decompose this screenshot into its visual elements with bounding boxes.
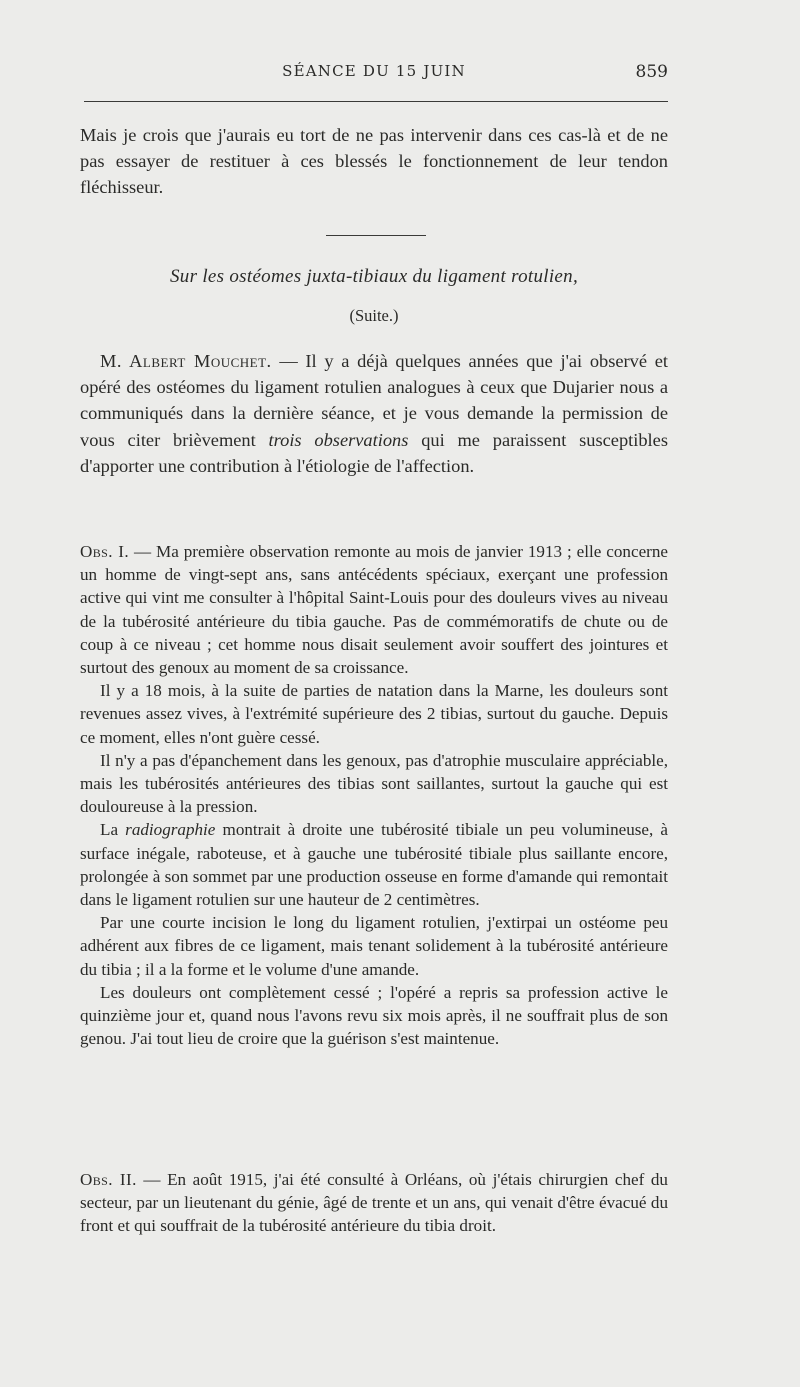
obs1-text-1: — Ma première observation remonte au mois de janvier 1913 ; elle concerne un homme de vingt-sept ans, sans antécédents spéciaux, exerçant une profession active qui vint me consulter à l'hôpital Saint-Louis pour des douleurs vives au niveau de la tubérosité antérieure du tibia gauche. Pas de commémoratifs de chute ou de coup à ce niveau ; cet homme nous disait seulement avoir souffert des jointures et surtout des genoux au moment de sa croissance. — [80, 542, 668, 678]
section-title: Sur les ostéomes juxta-tibiaux du ligament rotulien, — [169, 266, 579, 287]
speech-emphasis: trois observations — [268, 429, 409, 450]
speech-text-start: — Il y a déjà quelques années que j'ai observé et opéré des ostéomes du ligament rotulien analogues à ceux que Dujarier nous a communiqués dans la dernière séance, et je vous demande la permission de vous citer brièvement — [80, 351, 668, 450]
header-rule — [84, 101, 668, 102]
running-head — [80, 62, 668, 86]
obs1-paragraph-4 — [80, 818, 668, 911]
speech-paragraph — [80, 348, 668, 479]
section-divider — [326, 235, 426, 236]
obs2-label: Obs. II. — [80, 1170, 137, 1189]
speech-block — [80, 348, 668, 479]
obs1-text-4-end: montrait à droite une tubérosité tibiale un peu volumineuse, à surface inégale, raboteuse, et à gauche une tubérosité tibiale plus saillante encore, prolongée à son sommet par une production osseuse en forme d'amande qui remontait dans le ligament rotulien sur une hauteur de 2 centimètres. — [80, 820, 668, 910]
page-number: 859 — [635, 62, 668, 82]
obs1-paragraph-2: Il y a 18 mois, à la suite de parties de natation dans la Marne, les douleurs sont revenues assez vives, à l'extrémité supérieure des 2 tibias, surtout du gauche. Depuis ce moment, elles n'ont guère cessé. — [80, 681, 668, 747]
obs1-paragraph-5: Par une courte incision le long du ligament rotulien, j'extirpai un ostéome peu adhérent aux fibres de ce ligament, mais tenant solidement à la tubérosité antérieure du tibia ; il a la forme et le volume d'une amande. — [80, 913, 668, 979]
obs1-label: Obs. I. — [80, 542, 130, 561]
section-suite-label: (Suite.) — [349, 306, 399, 325]
intro-paragraph: Mais je crois que j'aurais eu tort de ne pas intervenir dans ces cas-là et de ne pas essayer de restituer à ces blessés le fonctionnement de leur tendon fléchisseur. — [80, 125, 668, 198]
speech-text-end: qui me paraissent susceptibles d'apporter une contribution à l'étiologie de l'affection. — [80, 429, 668, 476]
obs1-emphasis: radiographie — [125, 820, 216, 840]
obs2-paragraph-1 — [80, 1168, 668, 1238]
obs1-paragraph-1 — [80, 540, 668, 679]
obs2-text-1: — En août 1915, j'ai été consulté à Orléans, où j'étais chirurgien chef du secteur, par un lieutenant du génie, âgé de trente et un ans, qui venait d'être évacué du front et qui souffrait de la tubérosité antérieure du tibia droit. — [80, 1170, 668, 1236]
speaker-name: M. Albert Mouchet. — [100, 351, 272, 371]
obs1-paragraph-6: Les douleurs ont complètement cessé ; l'opéré a repris sa profession active le quinzième jour et, quand nous l'avons revu six mois après, il ne souffrait plus de son genou. J'ai tout lieu de croire que la guérison s'est maintenue. — [80, 982, 668, 1049]
obs1-text-4-start: La — [100, 820, 126, 840]
observation-two — [80, 1168, 668, 1238]
running-title: SÉANCE DU 15 JUIN — [282, 62, 466, 80]
obs1-paragraph-3: Il n'y a pas d'épanchement dans les genoux, pas d'atrophie musculaire appréciable, mais les tubérosités antérieures des tibias sont saillantes, surtout la gauche qui est douloureuse à la pression. — [80, 750, 668, 817]
observation-one — [80, 540, 668, 1050]
intro-paragraph-block — [80, 122, 668, 201]
